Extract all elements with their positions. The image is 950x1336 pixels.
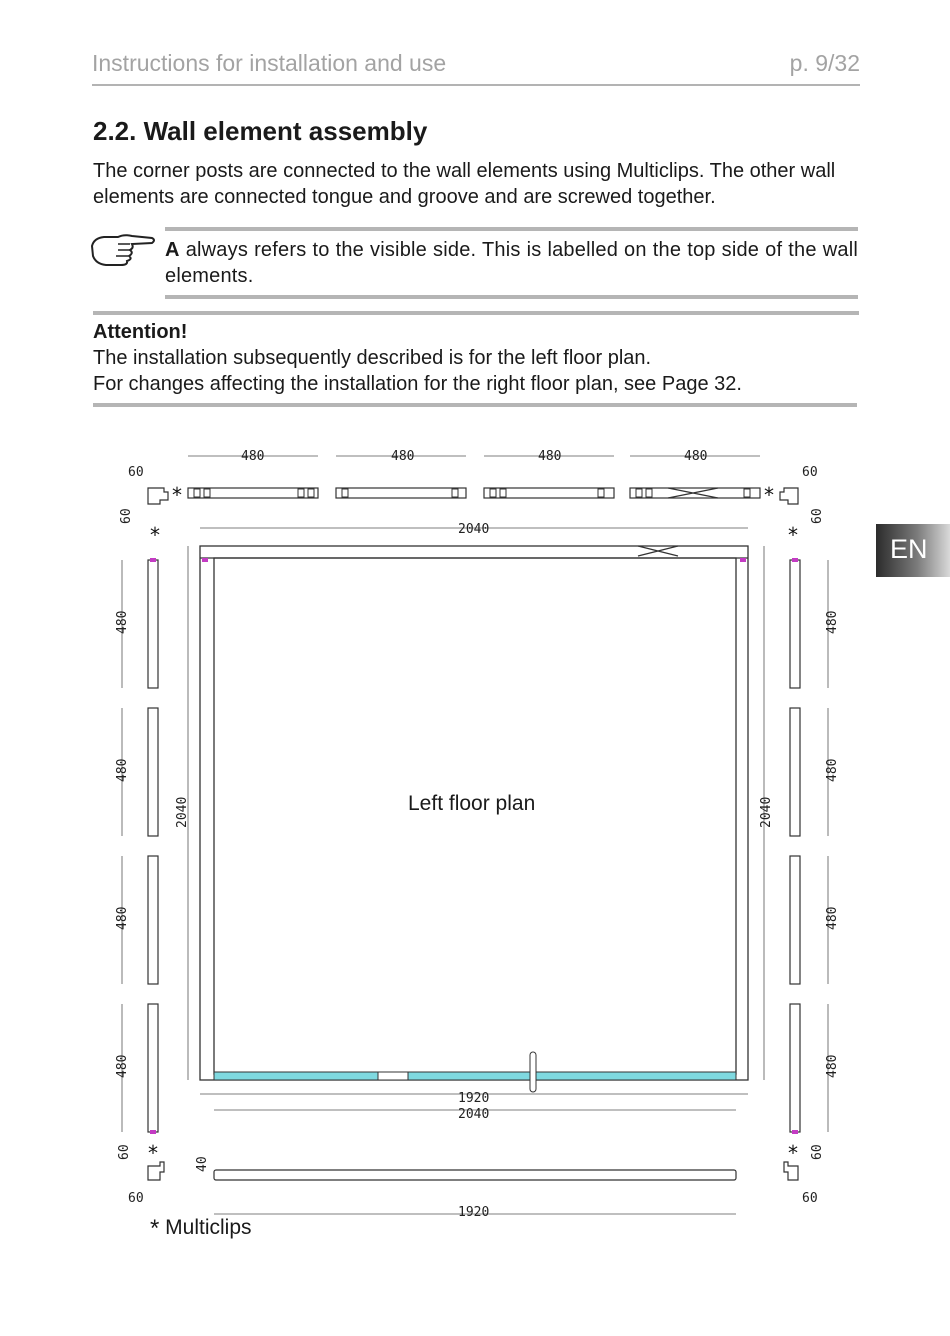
language-tab-label: EN xyxy=(890,534,928,564)
dim-corner-br: 60 xyxy=(802,1191,818,1206)
dim-top-1: 480 xyxy=(241,449,265,464)
legend xyxy=(150,1215,252,1243)
dim-top-3: 480 xyxy=(538,449,562,464)
section-heading: 2.2. Wall element assembly xyxy=(93,116,428,146)
multiclip-star: * xyxy=(764,483,774,507)
threshold xyxy=(214,1072,736,1080)
side-wall-elements xyxy=(148,560,800,1132)
attention-line-2: For changes affecting the installation for the right floor plan, see Page 32. xyxy=(93,373,742,395)
top-wall-elements xyxy=(188,488,760,498)
multiclip-star: * xyxy=(172,483,182,507)
plan-label: Left floor plan xyxy=(408,792,536,815)
dim-corner-bl: 60 xyxy=(128,1191,144,1206)
intro-paragraph: The corner posts are connected to the wall elements using Multiclips. The other wall elements are connected tongue and groove and are screwed together. xyxy=(93,160,836,208)
floor-plan-drawing xyxy=(108,430,848,1230)
dim-corner-tr: 60 xyxy=(802,465,818,480)
language-tab[interactable] xyxy=(876,524,950,577)
visible-side-marker: A xyxy=(165,239,180,261)
dim-threshold-height: 40 xyxy=(195,1156,210,1172)
dim-right-3: 480 xyxy=(825,906,840,930)
dim-right-2: 480 xyxy=(825,758,840,782)
dim-frame-height-left: 2040 xyxy=(175,796,190,828)
attention-title: Attention! xyxy=(93,321,188,343)
document-title: Instructions for installation and use xyxy=(92,50,447,76)
dim-top-2: 480 xyxy=(391,449,415,464)
dim-right-4: 480 xyxy=(825,1054,840,1078)
multiclip-star: * xyxy=(148,1141,158,1165)
note-body: always refers to the visible side. This is labelled on the top side of the wall elements. xyxy=(165,239,858,287)
dim-left-4: 480 xyxy=(115,1054,130,1078)
dim-post-br: 60 xyxy=(810,1144,825,1160)
dim-frame-height-right: 2040 xyxy=(759,796,774,828)
dim-post-bl: 60 xyxy=(117,1144,132,1160)
attention-line-1: The installation subsequently described is for the left floor plan. xyxy=(93,347,652,369)
legend-text: Multiclips xyxy=(159,1216,252,1239)
page-header xyxy=(92,48,860,86)
corner-post-top-left xyxy=(148,488,168,504)
pointing-hand-icon xyxy=(88,228,158,272)
note-box xyxy=(165,227,858,299)
dim-frame-width-bottom: 2040 xyxy=(458,1107,490,1122)
corner-post-top-right xyxy=(780,488,798,504)
dim-frame-width: 2040 xyxy=(458,522,490,537)
dim-left-3: 480 xyxy=(115,906,130,930)
dim-threshold-inner: 1920 xyxy=(458,1091,490,1106)
dim-post-tr: 60 xyxy=(810,508,825,524)
multiclip-star: * xyxy=(788,523,798,547)
multiclip-star: * xyxy=(150,523,160,547)
dim-left-2: 480 xyxy=(115,758,130,782)
page-number: p. 9/32 xyxy=(789,50,860,76)
attention-rule xyxy=(93,403,857,407)
dim-bottom-element: 1920 xyxy=(458,1205,490,1220)
note-text xyxy=(165,237,858,289)
bottom-threshold-element xyxy=(214,1170,736,1180)
dim-left-1: 480 xyxy=(115,610,130,634)
floor-plan-svg xyxy=(108,430,848,1230)
legend-star: * xyxy=(150,1215,160,1242)
dim-top-4: 480 xyxy=(684,449,708,464)
attention-box xyxy=(93,311,859,397)
multiclip-star: * xyxy=(788,1141,798,1165)
dim-right-1: 480 xyxy=(825,610,840,634)
dim-post-tl: 60 xyxy=(119,508,134,524)
dim-corner-tl: 60 xyxy=(128,465,144,480)
